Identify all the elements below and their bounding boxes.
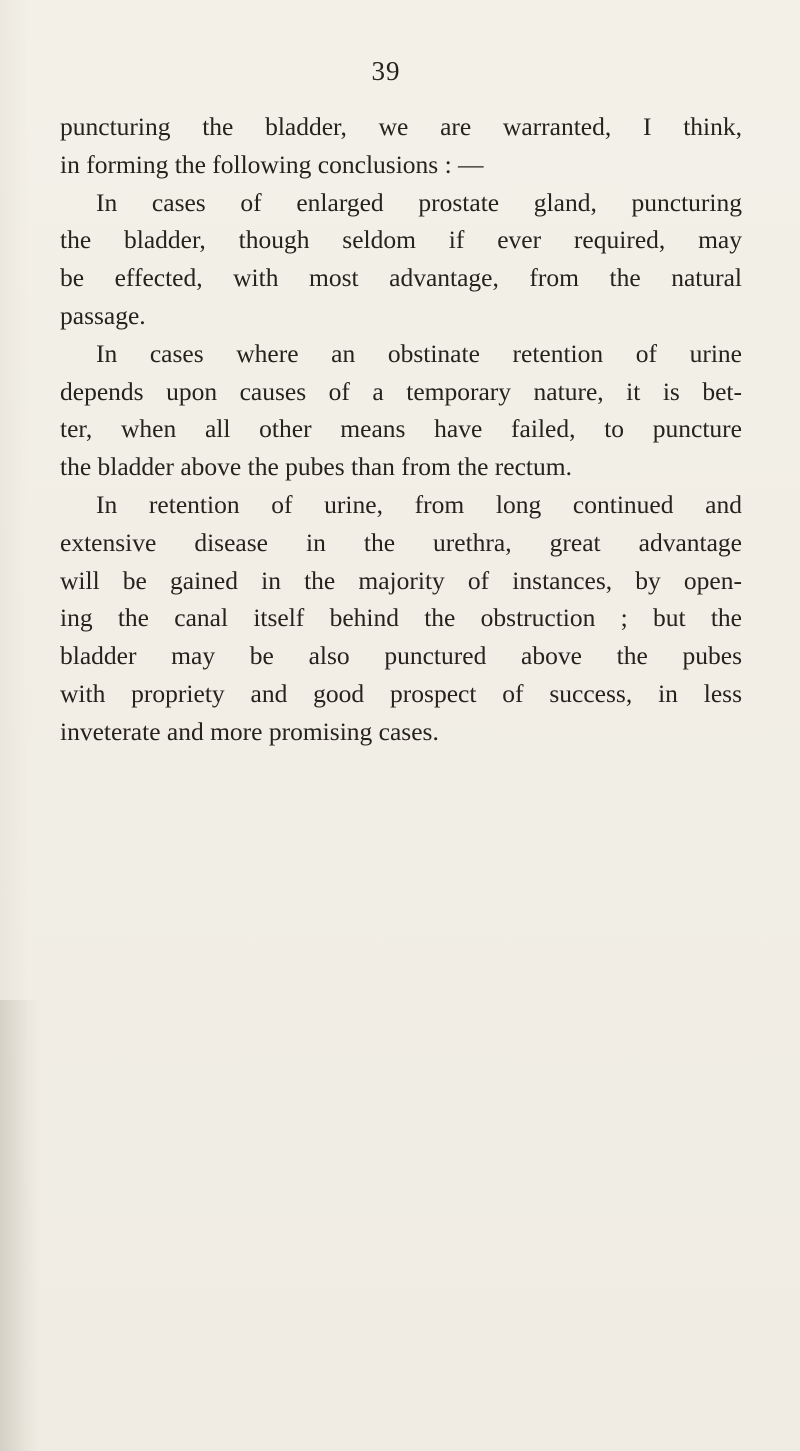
- text-line-4: the bladder, though seldom if ever required, may: [60, 225, 742, 255]
- text-line-16: with propriety and good prospect of success, in less: [60, 678, 742, 708]
- text-line-13: will be gained in the majority of instances, by open-: [60, 565, 742, 595]
- text-line-7: In cases where an obstinate retention of urine: [96, 338, 742, 368]
- page-edge-shadow: [0, 1000, 40, 1451]
- text-line-1: puncturing the bladder, we are warranted, I think,: [60, 112, 742, 141]
- text-line-9: ter, when all other means have failed, to puncture: [60, 414, 742, 444]
- text-line-6: passage.: [60, 300, 146, 330]
- text-line-2: in forming the following conclusions : —: [60, 149, 484, 179]
- body-text: [60, 108, 742, 751]
- text-line-11: In retention of urine, from long continued and: [96, 489, 742, 519]
- text-line-15: bladder may be also punctured above the pubes: [60, 641, 742, 671]
- text-line-5: be effected, with most advantage, from the natural: [60, 263, 742, 293]
- text-line-10: the bladder above the pubes than from the rectum.: [60, 452, 572, 482]
- text-line-12: extensive disease in the urethra, great advantage: [60, 527, 742, 557]
- text-line-8: depends upon causes of a temporary nature, it is bet-: [60, 376, 742, 406]
- text-line-14: ing the canal itself behind the obstruction ; but the: [60, 603, 742, 633]
- text-line-17: inveterate and more promising cases.: [60, 716, 439, 746]
- text-line-3: In cases of enlarged prostate gland, puncturing: [96, 187, 742, 217]
- page-number: 39: [371, 56, 401, 86]
